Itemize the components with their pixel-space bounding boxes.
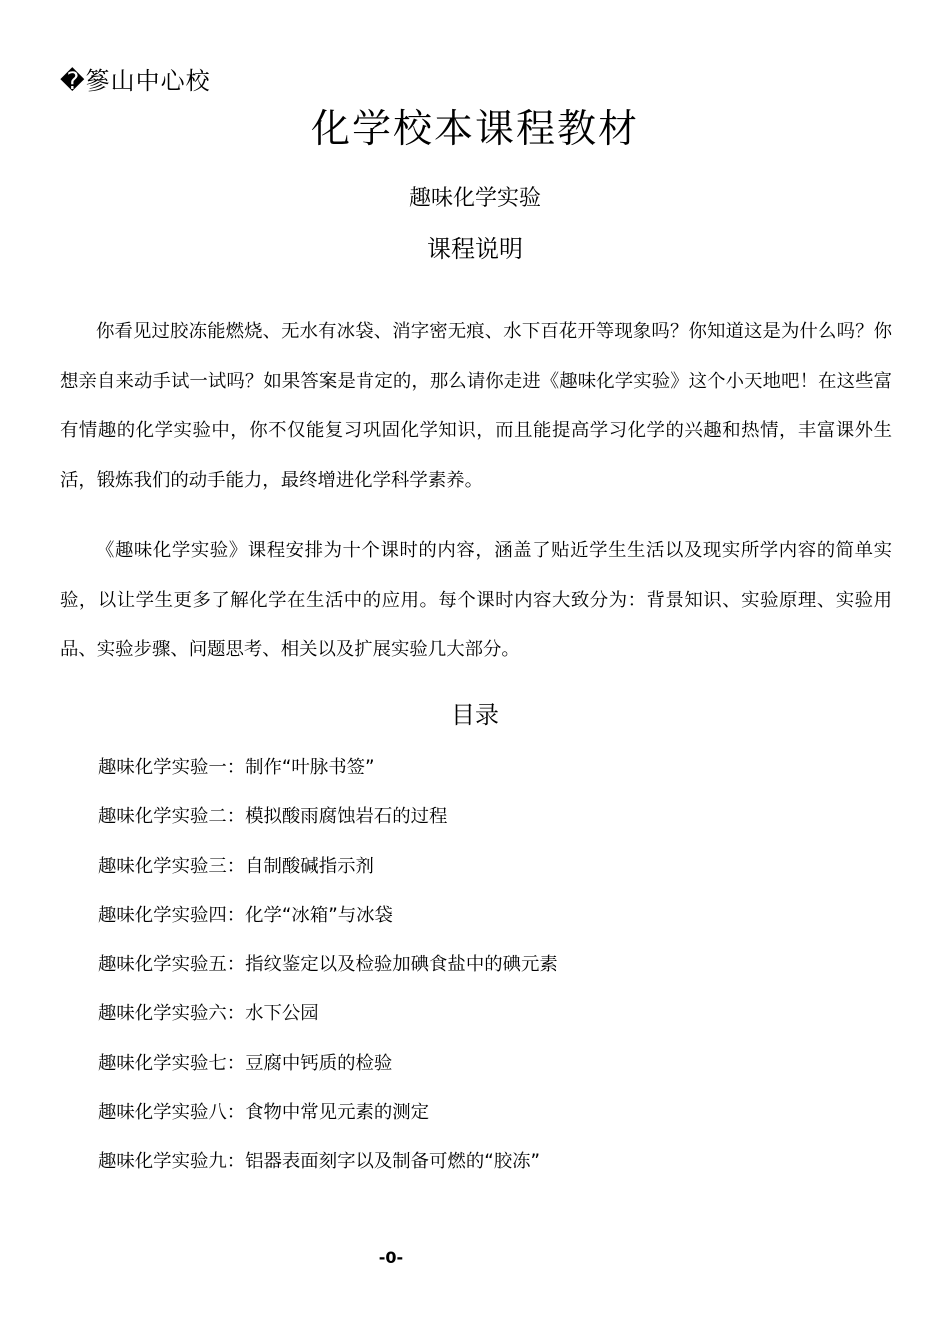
school-name: �篸山中心校 <box>60 67 211 95</box>
page-title: 化学校本课程教材 <box>310 107 639 152</box>
table-of-contents <box>98 753 558 1197</box>
toc-item: 趣味化学实验九：铝器表面刻字以及制备可燃的“胶冻” <box>98 1151 541 1173</box>
section-heading: 课程说明 <box>427 235 523 263</box>
intro-paragraph-2: 《趣味化学实验》课程安排为十个课时的内容，涵盖了贴近学生生活以及现实所学内容的简单实验，以让学生更多了解化学在生活中的应用。每个课时内容大致分为：背景知识、实验原理、实验用品、实验步骤、问题思考、相关以及扩展实验几大部分。 <box>60 540 892 660</box>
intro-paragraph-1: 你看见过胶冻能燃烧、无水有冰袋、消字密无痕、水下百花开等现象吗？你知道这是为什么吗？你想亲自来动手试一试吗？如果答案是肯定的，那么请你走进《趣味化学实验》这个小天地吧！在这些富有情趣的化学实验中，你不仅能复习巩固化学知识，而且能提高学习化学的兴趣和热情，丰富课外生活，锻炼我们的动手能力，最终增进化学科学素养。 <box>60 321 892 491</box>
toc-item: 趣味化学实验一：制作“叶脉书签” <box>98 757 375 778</box>
toc-heading: 目录 <box>451 701 499 729</box>
toc-item: 趣味化学实验七：豆腐中钙质的检验 <box>98 1052 393 1074</box>
toc-item: 趣味化学实验八：食物中常见元素的测定 <box>98 1102 430 1124</box>
toc-item: 趣味化学实验二：模拟酸雨腐蚀岩石的过程 <box>98 806 448 828</box>
toc-item: 趣味化学实验四：化学“冰箱”与冰袋 <box>98 904 393 926</box>
toc-item: 趣味化学实验三：自制酸碱指示剂 <box>98 855 374 877</box>
course-subtitle: 趣味化学实验 <box>408 186 541 211</box>
toc-item: 趣味化学实验五：指纹鉴定以及检验加碘食盐中的碘元素 <box>98 954 558 976</box>
toc-item: 趣味化学实验六：水下公园 <box>98 1003 319 1025</box>
page-number: -0- <box>378 1248 404 1267</box>
